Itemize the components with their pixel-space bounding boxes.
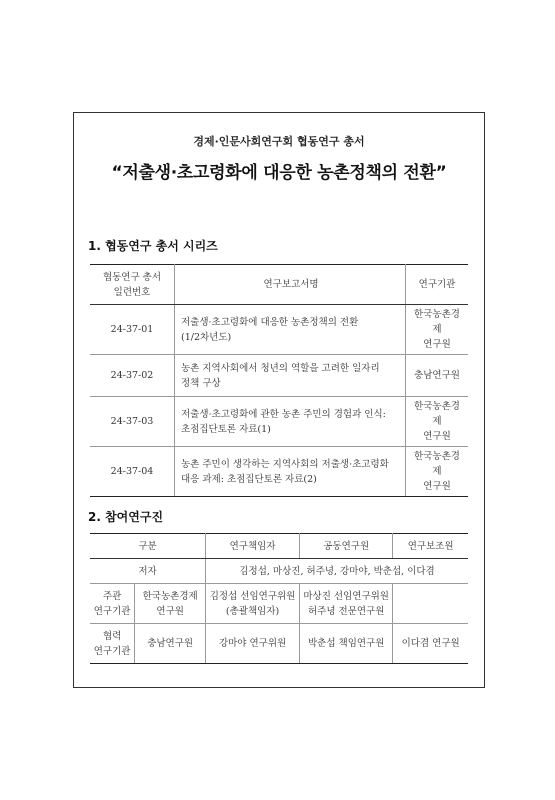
header-assistant-researcher: 연구보조원	[393, 534, 468, 559]
table-row	[90, 624, 468, 664]
main-org-co: 마상진 선임연구위원 허주녕 전문연구원	[300, 584, 393, 624]
document-frame	[73, 112, 485, 688]
series-number: 24-37-03	[90, 397, 175, 447]
coop-org-assist: 이다겸 연구원	[393, 624, 468, 664]
header-co-researcher: 공동연구원	[300, 534, 393, 559]
series-number: 24-37-01	[90, 305, 175, 355]
header-category: 구분	[90, 534, 206, 559]
institution: 한국농촌경제 연구원	[406, 397, 469, 447]
institution: 한국농촌경제 연구원	[406, 447, 469, 497]
series-table-header	[90, 265, 468, 305]
report-title: 농촌 지역사회에서 청년의 역할을 고려한 일자리 정책 구상	[175, 355, 406, 397]
header-institution: 연구기관	[406, 265, 469, 305]
coop-org-co: 박춘섭 책임연구원	[300, 624, 393, 664]
researchers-table	[90, 533, 468, 664]
coop-org-label: 협력 연구기관	[90, 624, 135, 664]
report-title: 저출생·초고령화에 관한 농촌 주민의 경험과 인식: 초점집단토론 자료(1)	[175, 397, 406, 447]
table-row	[90, 559, 468, 584]
author-list: 김정섭, 마상진, 허주녕, 강마야, 박춘섭, 이다겸	[206, 559, 468, 584]
main-org-label: 주관 연구기관	[90, 584, 135, 624]
table-row	[90, 305, 468, 355]
header-report-title: 연구보고서명	[175, 265, 406, 305]
author-label: 저자	[90, 559, 206, 584]
main-org-lead: 김정섭 선임연구위원 (총괄책임자)	[206, 584, 300, 624]
header-lead-researcher: 연구책임자	[206, 534, 300, 559]
coop-org-name: 충남연구원	[135, 624, 206, 664]
main-org-name: 한국농촌경제 연구원	[135, 584, 206, 624]
table-row	[90, 447, 468, 497]
institution: 충남연구원	[406, 355, 469, 397]
institution: 한국농촌경제 연구원	[406, 305, 469, 355]
section2-heading: 2. 참여연구진	[88, 510, 164, 524]
table-row	[90, 355, 468, 397]
main-title: “저출생·초고령화에 대응한 농촌정책의 전환”	[111, 163, 447, 183]
main-org-assist	[393, 584, 468, 624]
series-number: 24-37-04	[90, 447, 175, 497]
series-number: 24-37-02	[90, 355, 175, 397]
coop-org-lead: 강마야 연구위원	[206, 624, 300, 664]
section1-heading: 1. 협동연구 총서 시리즈	[88, 239, 218, 253]
series-table	[90, 264, 468, 497]
report-title: 저출생·초고령화에 대응한 농촌정책의 전환 (1/2차년도)	[175, 305, 406, 355]
report-title: 농촌 주민이 생각하는 지역사회의 저출생·초고령화 대응 과제: 초점집단토론 자료(2)	[175, 447, 406, 497]
table-row	[90, 584, 468, 624]
table-row	[90, 397, 468, 447]
header-series-number: 협동연구 총서 일련번호	[90, 265, 175, 305]
researchers-table-header	[90, 534, 468, 559]
series-title: 경제·인문사회연구회 협동연구 총서	[193, 135, 365, 148]
